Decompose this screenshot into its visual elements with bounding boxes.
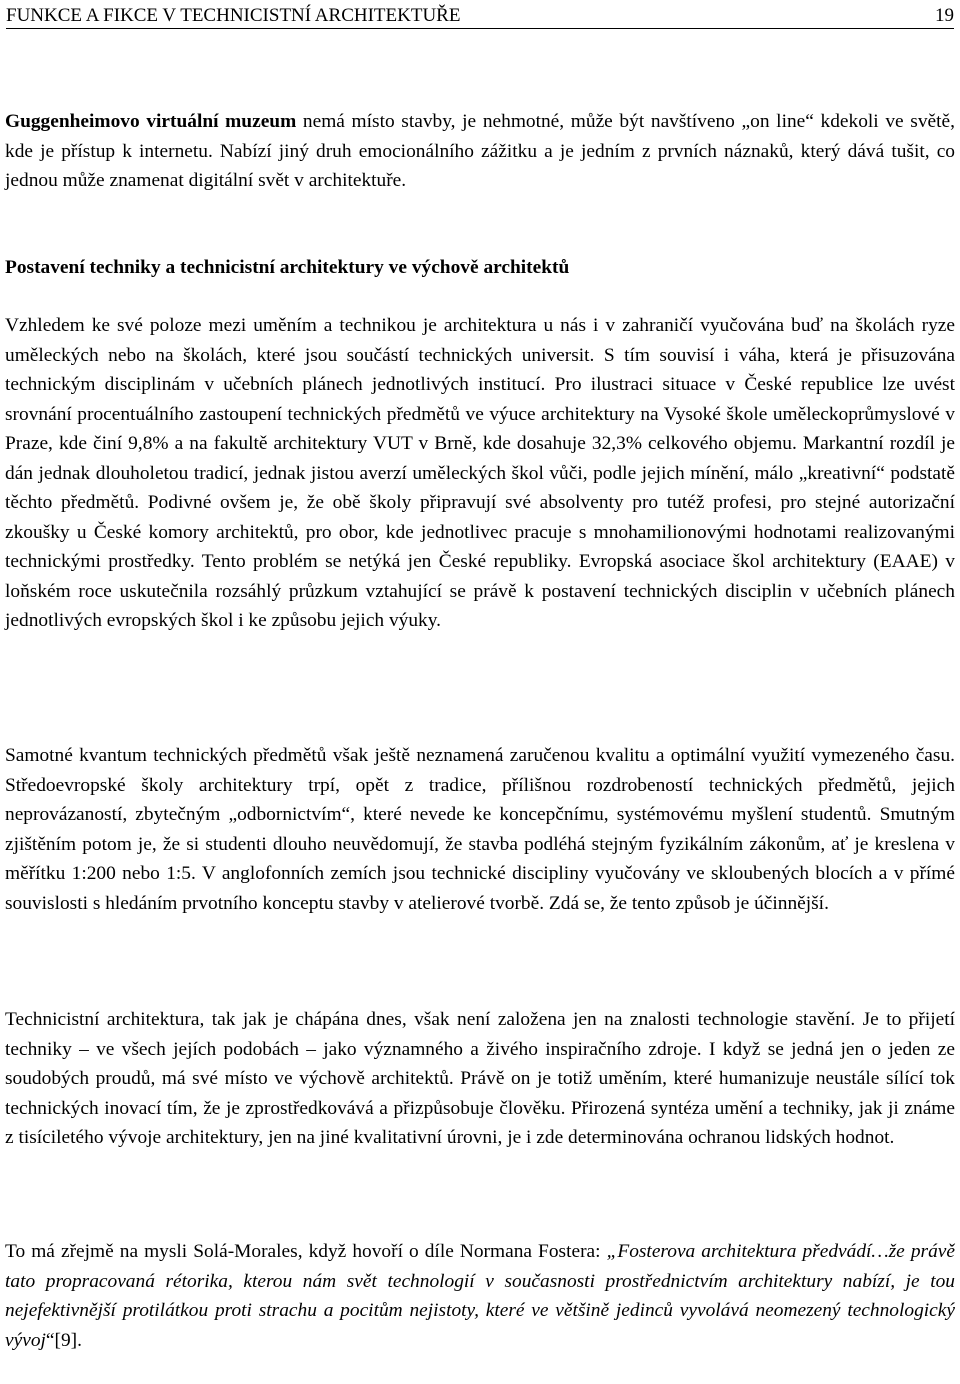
header-title: FUNKCE A FIKCE V TECHNICISTNÍ ARCHITEKTUŘE [6, 5, 461, 26]
section-heading: Postavení techniky a technicistní architektury ve výchově architektů [5, 257, 570, 278]
paragraph-quote [5, 1237, 955, 1355]
paragraph-lead: To má zřejmě na mysli Solá-Morales, když hovoří o díle Normana Fostera: [5, 1241, 607, 1262]
paragraph-technicistni: Technicistní architektura, tak jak je chápána dnes, však není založena jen na znalosti technologie stavění. Je to přijetí techniky – ve všech jejích podobách – jako významného a živého inspiračního zdroje. I když se jedná jen o jeden ze soudobých proudů, má své místo ve výchově architektů. Právě on je totiž uměním, které humanizuje neustále sílící tok technických inovací tím, že je zprostředkovává a přizpůsobuje člověku. Přirozená syntéza umění a techniky, jak ji známe z tisíciletého vývoje architektury, jen na jiné kvalitativní úrovni, je i zde determinována ochranou lidských hodnot. [5, 1009, 955, 1148]
paragraph-text: nemá místo stavby, je nehmotné, může být navštíveno „on line“ kdekoli ve světě, kde je přístup k internetu. Nabízí jiný druh emocionálního zážitku a je jedním z prvních náznaků, který dává tušit, co jednou může znamenat digitální svět v architektuře. [5, 111, 955, 191]
paragraph-guggenheim [5, 107, 955, 196]
paragraph-bold-lead: Guggenheimovo virtuální muzeum [5, 111, 297, 132]
running-header [6, 4, 954, 29]
citation: “[9]. [45, 1329, 82, 1351]
page-number: 19 [935, 5, 954, 26]
paragraph-samotne: Samotné kvantum technických předmětů však ještě neznamená zaručenou kvalitu a optimální využití vymezeného času. Středoevropské školy architektury trpí, opět z tradice, přílišnou rozdrobeností technických předmětů, jejich neprovázaností, zbytečným „odbornictvím“, které nevede ke koncepčnímu, systémovému myšlení studentů. Smutným zjištěním potom je, že si studenti dlouho neuvědomují, že stavba podléhá stejným fyzikálním zákonům, ať je kreslena v měřítku 1:200 nebo 1:5. V anglofonních zemích jsou technické discipliny vyučovány ve skloubených blocích a v přímé souvislosti s hledáním prvotního konceptu stavby v atelierové tvorbě. Zdá se, že tento způsob je účinnější. [5, 745, 955, 914]
foster-quote: „Fosterova architektura předvádí…že právě tato propracovaná rétorika, kterou nám svět technologií v současnosti prostřednictvím architektury nabízí, je tou nejefektivnější protilátkou proti strachu a pocitům nejistoty, které ve většině jedinců vyvolává neomezený technologický vývoj [5, 1241, 955, 1351]
paragraph-vzhledem: Vzhledem ke své poloze mezi uměním a technikou je architektura u nás i v zahraničí vyučována buď na školách ryze uměleckých nebo na školách, které jsou součástí technických universit. S tím souvisí i váha, která je přisuzována technickým disciplinám v učebních plánech jednotlivých institucí. Pro ilustraci situace v České republice lze uvést srovnání procentuálního zastoupení technických předmětů ve výuce architektury na Vysoké škole uměleckoprůmyslové v Praze, kde činí 9,8% a na fakultě architektury VUT v Brně, kde dosahuje 32,3% celkového objemu. Markantní rozdíl je dán jednak dlouholetou tradicí, jednak jistou averzí uměleckých škol vůči, podle jejich mínění, málo „kreativní“ podstatě těchto předmětů. Podivné ovšem je, že obě školy připravují své absolventy pro tutéž profesi, pro stejné autorizační zkoušky u České komory architektů, pro obor, kde jednotlivec pracuje s mnohamilionovými hodnotami realizovanými technickými prostředky. Tento problém se netýká jen České republiky. Evropská asociace škol architektury (EAAE) v loňském roce uskutečnila rozsáhlý průzkum vztahující se právě k postavení technických disciplin v učebních plánech jednotlivých evropských škol i ke způsobu jejich výuky. [5, 315, 955, 631]
